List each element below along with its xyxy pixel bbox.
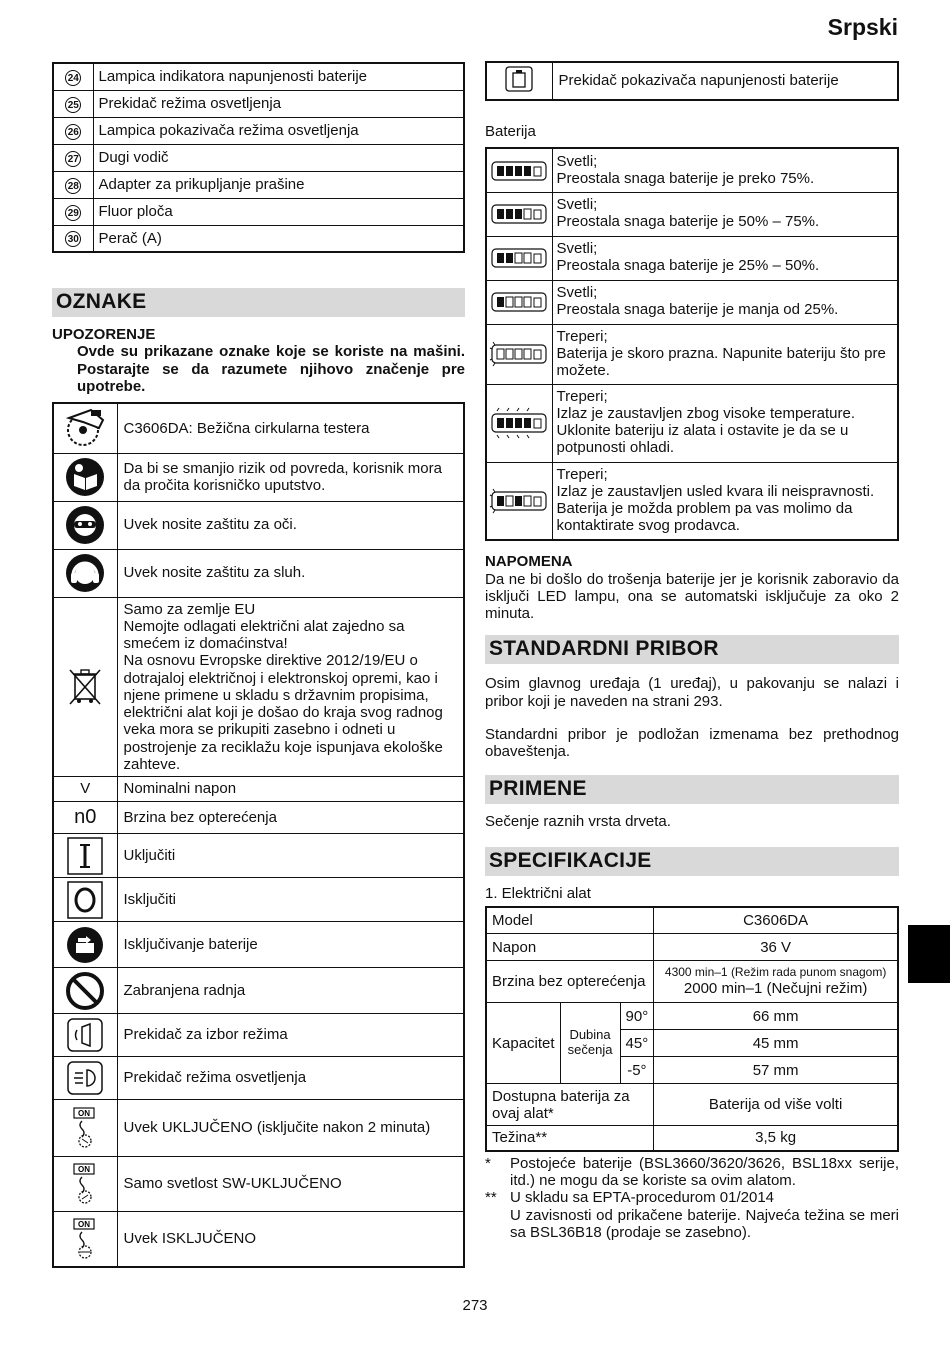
- parts-row: [53, 117, 464, 144]
- battery-desc: Preostala snaga baterije je 50% – 75%.: [556, 213, 820, 231]
- angle-value: 90°: [620, 1003, 654, 1030]
- depth-value: 66 mm: [654, 1003, 898, 1030]
- specs-table: [485, 906, 899, 1152]
- oznake-heading: OZNAKE: [52, 288, 465, 317]
- spec-row: [486, 907, 898, 934]
- battery-status: Svetli;: [556, 196, 598, 214]
- symbol-text: Zabranjena radnja: [117, 968, 464, 1014]
- symbol-row: [53, 878, 464, 922]
- spec-row: [486, 1126, 898, 1151]
- depth-value: 45 mm: [654, 1030, 898, 1057]
- battery-status: Svetli;: [556, 284, 598, 302]
- symbol-text: Uvek nosite zaštitu za sluh.: [117, 549, 464, 597]
- battery-status: Svetli;: [556, 240, 598, 258]
- spec-value: 4300 min–1 (Režim rada punom snagom): [664, 965, 887, 980]
- battery-3-bars-icon: [491, 203, 547, 225]
- parts-row: [53, 198, 464, 225]
- on-badge: ON: [78, 1165, 91, 1174]
- spec-label: Dostupna baterija za ovaj alat*: [486, 1084, 654, 1126]
- battery-removal-icon: [66, 926, 104, 964]
- circular-saw-icon: [61, 406, 109, 450]
- symbol-row: [53, 1100, 464, 1157]
- battery-indicator-switch-icon: [505, 66, 533, 92]
- symbol-text: Uvek ISKLJUČENO: [117, 1212, 464, 1267]
- symbol-text: Isključivanje baterije: [117, 922, 464, 968]
- symbol-text: Samo svetlost SW-UKLJUČENO: [117, 1157, 464, 1212]
- prohibited-icon: [65, 971, 105, 1011]
- symbol-row: [53, 777, 464, 802]
- on-badge: ON: [78, 1109, 91, 1118]
- part-label: Dugi vodič: [93, 144, 464, 171]
- part-label: Lampica pokazivača režima osvetljenja: [93, 117, 464, 144]
- spec-value: 2000 min–1 (Nečujni režim): [683, 980, 868, 998]
- battery-2-bars-icon: [491, 247, 547, 269]
- part-number: 26: [65, 124, 81, 140]
- symbol-row: [53, 1157, 464, 1212]
- symbol-row: [53, 922, 464, 968]
- battery-row: [486, 236, 898, 280]
- eye-protection-icon: [65, 505, 105, 545]
- primene-text: Sečenje raznih vrsta drveta.: [485, 813, 671, 831]
- angle-value: 45°: [620, 1030, 654, 1057]
- napomena-text: Da ne bi došlo do trošenja baterije jer je korisnik zaboravio da isključi LED lampu, ona se automatski isključuje za oko 2 minuta.: [485, 570, 899, 622]
- left-column: [52, 62, 465, 1268]
- battery-switch-row: [486, 62, 898, 100]
- warning-title: UPOZORENJE: [52, 326, 156, 343]
- battery-row: [486, 280, 898, 324]
- footnote-text: Postojeće baterije (BSL3660/3620/3626, BSL18xx serije, itd.) ne mogu da se koriste sa ovim alatom.: [510, 1154, 899, 1189]
- part-number: 30: [65, 231, 81, 247]
- battery-switch-text: Prekidač pokazivača napunjenosti baterije: [552, 62, 898, 100]
- symbol-text: Samo za zemlje EU Nemojte odlagati električni alat zajedno sa smećem iz domaćinstva! Na osnovu Evropske direktive 2012/19/EU o dotrajaloj električnoj i elektronskoj opremi, kao i njene primene u skladu s državnim propisima, električni alat koji je došao do kraja svog radnog veka mora se prikupiti zasebno i odneti u postrojenje za reciklažu koje ispunjava ekološke zahteve.: [117, 597, 464, 777]
- spec-row: [486, 934, 898, 961]
- part-number: 24: [65, 70, 81, 86]
- spec-value: 36 V: [654, 934, 898, 961]
- symbol-row: [53, 453, 464, 501]
- battery-row: [486, 324, 898, 384]
- standard-paragraph-1: Osim glavnog uređaja (1 uređaj), u pakovanju se nalazi i pribor koji je naveden na strani 293.: [485, 675, 899, 710]
- part-label: Prekidač režima osvetljenja: [93, 90, 464, 117]
- battery-blink-all-icon: [489, 407, 549, 439]
- part-label: Adapter za prikupljanje prašine: [93, 171, 464, 198]
- standard-heading: STANDARDNI PRIBOR: [485, 635, 899, 664]
- battery-4-bars-icon: [491, 160, 547, 182]
- battery-status: Treperi;: [556, 327, 608, 345]
- napomena-title: NAPOMENA: [485, 553, 573, 571]
- switch-off-icon: [67, 881, 103, 919]
- mode-switch-icon: [67, 1018, 103, 1052]
- symbol-text: Uvek UKLJUČENO (isključite nakon 2 minuta): [117, 1100, 464, 1157]
- light-mode-switch-icon: [67, 1061, 103, 1095]
- specs-heading: SPECIFIKACIJE: [485, 847, 899, 876]
- part-number: 27: [65, 151, 81, 167]
- footnote-mark: **: [485, 1189, 497, 1207]
- battery-row: [486, 462, 898, 540]
- battery-row: [486, 148, 898, 192]
- spec-value: C3606DA: [654, 907, 898, 934]
- battery-blink-alt-icon: [489, 485, 549, 517]
- switch-on-icon: [67, 837, 103, 875]
- ear-protection-icon: [65, 553, 105, 593]
- symbol-text: Isključiti: [117, 878, 464, 922]
- battery-row: [486, 192, 898, 236]
- symbol-text: Uključiti: [117, 834, 464, 878]
- spec-label: Dubina sečenja: [560, 1003, 620, 1084]
- part-label: Perač (A): [93, 225, 464, 252]
- light-always-off-icon: [72, 1218, 98, 1260]
- battery-status: Treperi;: [556, 466, 608, 484]
- battery-desc: Izlaz je zaustavljen usled kvara ili neispravnosti. Baterija je možda problem pa vas molimo da kontaktirate svog prodavca.: [556, 483, 875, 534]
- part-number: 25: [65, 97, 81, 113]
- warning-text: Ovde su prikazane oznake koje se koriste na mašini. Postarajte se da razumete njihovo značenje pre upotrebe.: [77, 343, 465, 395]
- symbol-row: [53, 403, 464, 453]
- battery-status-table: [485, 147, 899, 541]
- spec-label: Brzina bez opterećenja: [486, 961, 654, 1003]
- spec-label: Model: [486, 907, 654, 934]
- parts-row: [53, 171, 464, 198]
- symbol-text: C3606DA: Bežična cirkularna testera: [117, 403, 464, 453]
- footnote: [485, 1189, 899, 1241]
- on-badge: ON: [78, 1219, 91, 1229]
- symbol-text: Prekidač za izbor režima: [117, 1014, 464, 1057]
- voltage-symbol: V: [53, 777, 117, 802]
- symbols-table: [52, 402, 465, 1268]
- battery-row: [486, 384, 898, 462]
- battery-1-bar-icon: [491, 291, 547, 313]
- weee-bin-icon: [68, 666, 102, 708]
- symbol-row: [53, 968, 464, 1014]
- symbol-row: [53, 1212, 464, 1267]
- primene-heading: PRIMENE: [485, 775, 899, 804]
- spec-label: Napon: [486, 934, 654, 961]
- light-always-on-icon: [72, 1107, 98, 1149]
- page-number: 273: [462, 1297, 488, 1314]
- parts-row: [53, 144, 464, 171]
- parts-row: [53, 225, 464, 252]
- symbol-text: Nominalni napon: [117, 777, 464, 802]
- battery-status: Treperi;: [556, 388, 608, 406]
- parts-list-table: [52, 62, 465, 253]
- battery-status: Svetli;: [556, 152, 598, 170]
- spec-value: Baterija od više volti: [654, 1084, 898, 1126]
- spec-row: [486, 1084, 898, 1126]
- standard-paragraph-2: Standardni pribor je podložan izmenama bez prethodnog obaveštenja.: [485, 725, 899, 760]
- symbol-text: Prekidač režima osvetljenja: [117, 1057, 464, 1100]
- right-column: [485, 61, 899, 1241]
- part-number: 29: [65, 205, 81, 221]
- symbol-row: [53, 1057, 464, 1100]
- spec-value: 3,5 kg: [654, 1126, 898, 1151]
- symbol-text: Da bi se smanjio rizik od povreda, korisnik mora da pročita korisničko uputstvo.: [117, 453, 464, 501]
- read-manual-icon: [65, 457, 105, 497]
- parts-row: [53, 63, 464, 90]
- section-tab-marker: [908, 925, 950, 983]
- footnote-mark: *: [485, 1154, 491, 1172]
- parts-row: [53, 90, 464, 117]
- no-load-speed-symbol: n0: [53, 802, 117, 834]
- symbol-row: [53, 1014, 464, 1057]
- symbol-text: Uvek nosite zaštitu za oči.: [117, 501, 464, 549]
- symbol-row: [53, 802, 464, 834]
- spec-label: Težina**: [486, 1126, 654, 1151]
- footnote-text: U skladu sa EPTA-procedurom 01/2014 U zavisnosti od prikačene baterije. Najveća težina se meri sa BSL36B18 (prodaje se zasebno).: [510, 1189, 899, 1241]
- symbol-row: [53, 597, 464, 777]
- battery-desc: Preostala snaga baterije je manja od 25%.: [556, 301, 839, 319]
- angle-value: -5°: [620, 1057, 654, 1084]
- part-number: 28: [65, 178, 81, 194]
- battery-blink-1-icon: [489, 340, 549, 368]
- battery-desc: Preostala snaga baterije je 25% – 50%.: [556, 257, 820, 275]
- spec-row: [486, 961, 898, 1003]
- symbol-row: [53, 501, 464, 549]
- footnote: [485, 1155, 899, 1190]
- symbol-row: [53, 549, 464, 597]
- battery-desc: Izlaz je zaustavljen zbog visoke temperature. Uklonite bateriju iz alata i ostavite je da se u potpunosti ohladi.: [556, 405, 855, 457]
- part-label: Lampica indikatora napunjenosti baterije: [93, 63, 464, 90]
- depth-value: 57 mm: [654, 1057, 898, 1084]
- symbol-row: [53, 834, 464, 878]
- specs-subheading: 1. Električni alat: [485, 884, 591, 902]
- battery-desc: Baterija je skoro prazna. Napunite bateriju što pre možete.: [556, 344, 886, 379]
- battery-desc: Preostala snaga baterije je preko 75%.: [556, 169, 815, 187]
- page-language-label: Srpski: [827, 14, 898, 40]
- symbol-text: Brzina bez opterećenja: [117, 802, 464, 834]
- part-label: Fluor ploča: [93, 198, 464, 225]
- battery-switch-table: [485, 61, 899, 101]
- light-sw-on-icon: [72, 1163, 98, 1205]
- spec-label: Kapacitet: [486, 1003, 560, 1084]
- battery-label: Baterija: [485, 123, 536, 140]
- spec-row: [486, 1003, 898, 1030]
